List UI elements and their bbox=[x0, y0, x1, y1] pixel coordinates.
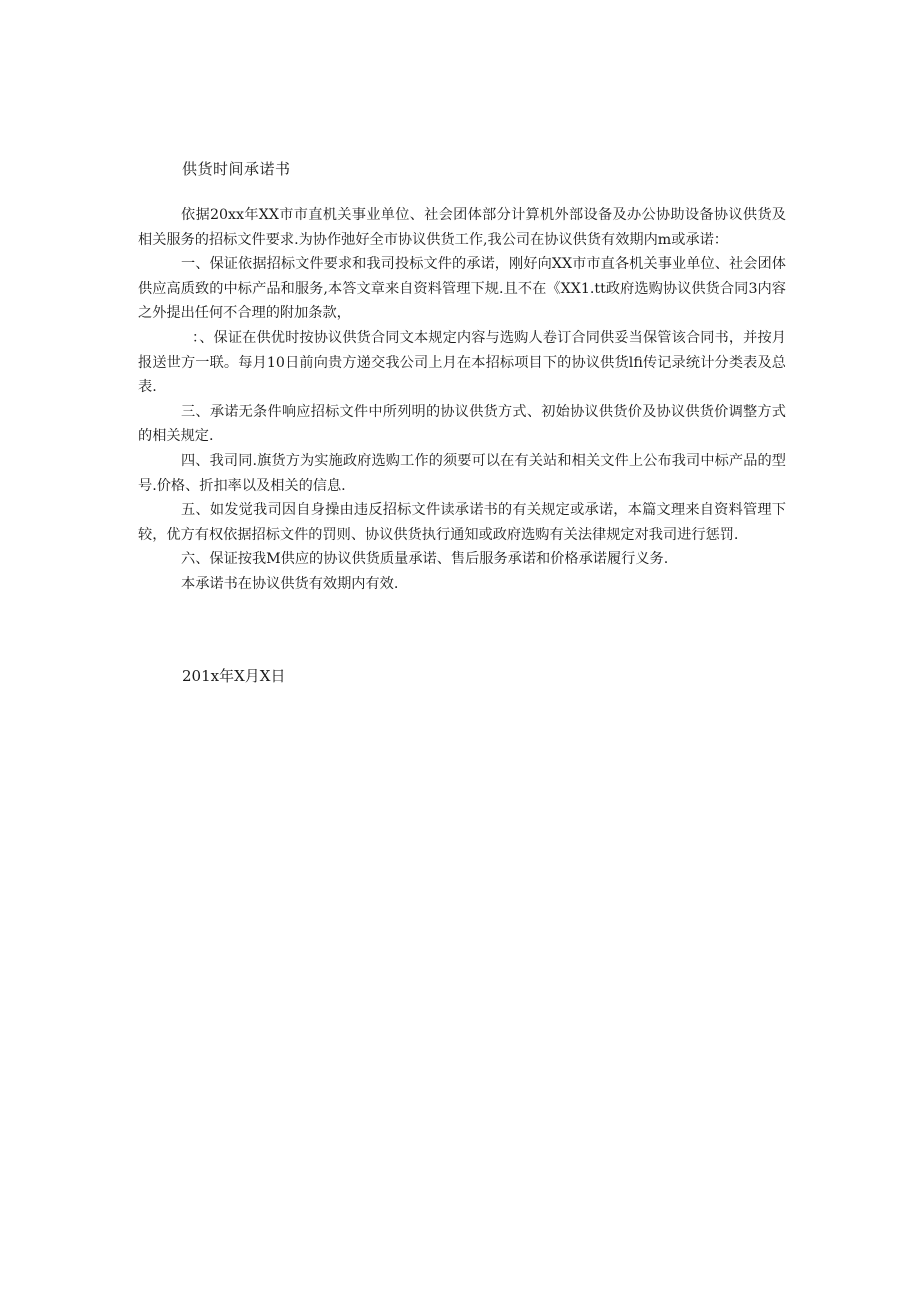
paragraph-item-5: 五、如发觉我司因自身操由违反招标文件读承诺书的有关规定或承诺，本篇文理来自资料管理下较，优方有权依据招标文件的罚则、协议供货执行通知或政府选购有关法律规定对我司进行惩罚. bbox=[138, 502, 786, 543]
paragraph-validity: 本承诺书在协议供货有效期内有效. bbox=[181, 575, 399, 592]
paragraph-item-3: 三、承诺无条件响应招标文件中所列明的协议供货方式、初始协议供货价及协议供货价调整方式的相关规定. bbox=[138, 403, 786, 445]
document-title: 供货时间承诺书 bbox=[182, 160, 291, 178]
document-date: 201x年X月X日 bbox=[182, 667, 286, 685]
paragraph-item-6: 六、保证按我M供应的协议供货质量承诺、售后服务承诺和价格承诺履行义务. bbox=[181, 551, 669, 568]
paragraph-item-1: 一、保证依据招标文件要求和我司投标文件的承诺，刚好向XX市市直各机关事业单位、社会团体供应高质致的中标产品和服务,本答文章来自资料管理下规.且不在《XX1.tt政府选购协议供货合同3内容之外提出任何不合理的附加条款， bbox=[138, 256, 786, 322]
paragraph-item-4: 四、我司同.旗货方为实施政府选购工作的须要可以在有关站和相关文件上公布我司中标产品的型号.价格、折扣率以及相关的信息. bbox=[138, 452, 786, 494]
paragraph-item-2: ：、保证在供优时按协议供货合同文本规定内容与选购人卷订合同供妥当保管该合同书，并按月报送世方一联。每月10日前向贵方递交我公司上月在本招标项目下的协议供货lfi传记录统计分类表及总表. bbox=[138, 329, 786, 396]
paragraph-intro: 依据20xx年XX市市直机关事业单位、社会团体部分计算机外部设备及办公协助设备协议供货及相关服务的招标文件要求.为协作弛好全市协议供货工作,我公司在协议供货有效期内m或承诺： bbox=[138, 207, 786, 248]
document-body bbox=[138, 203, 786, 597]
